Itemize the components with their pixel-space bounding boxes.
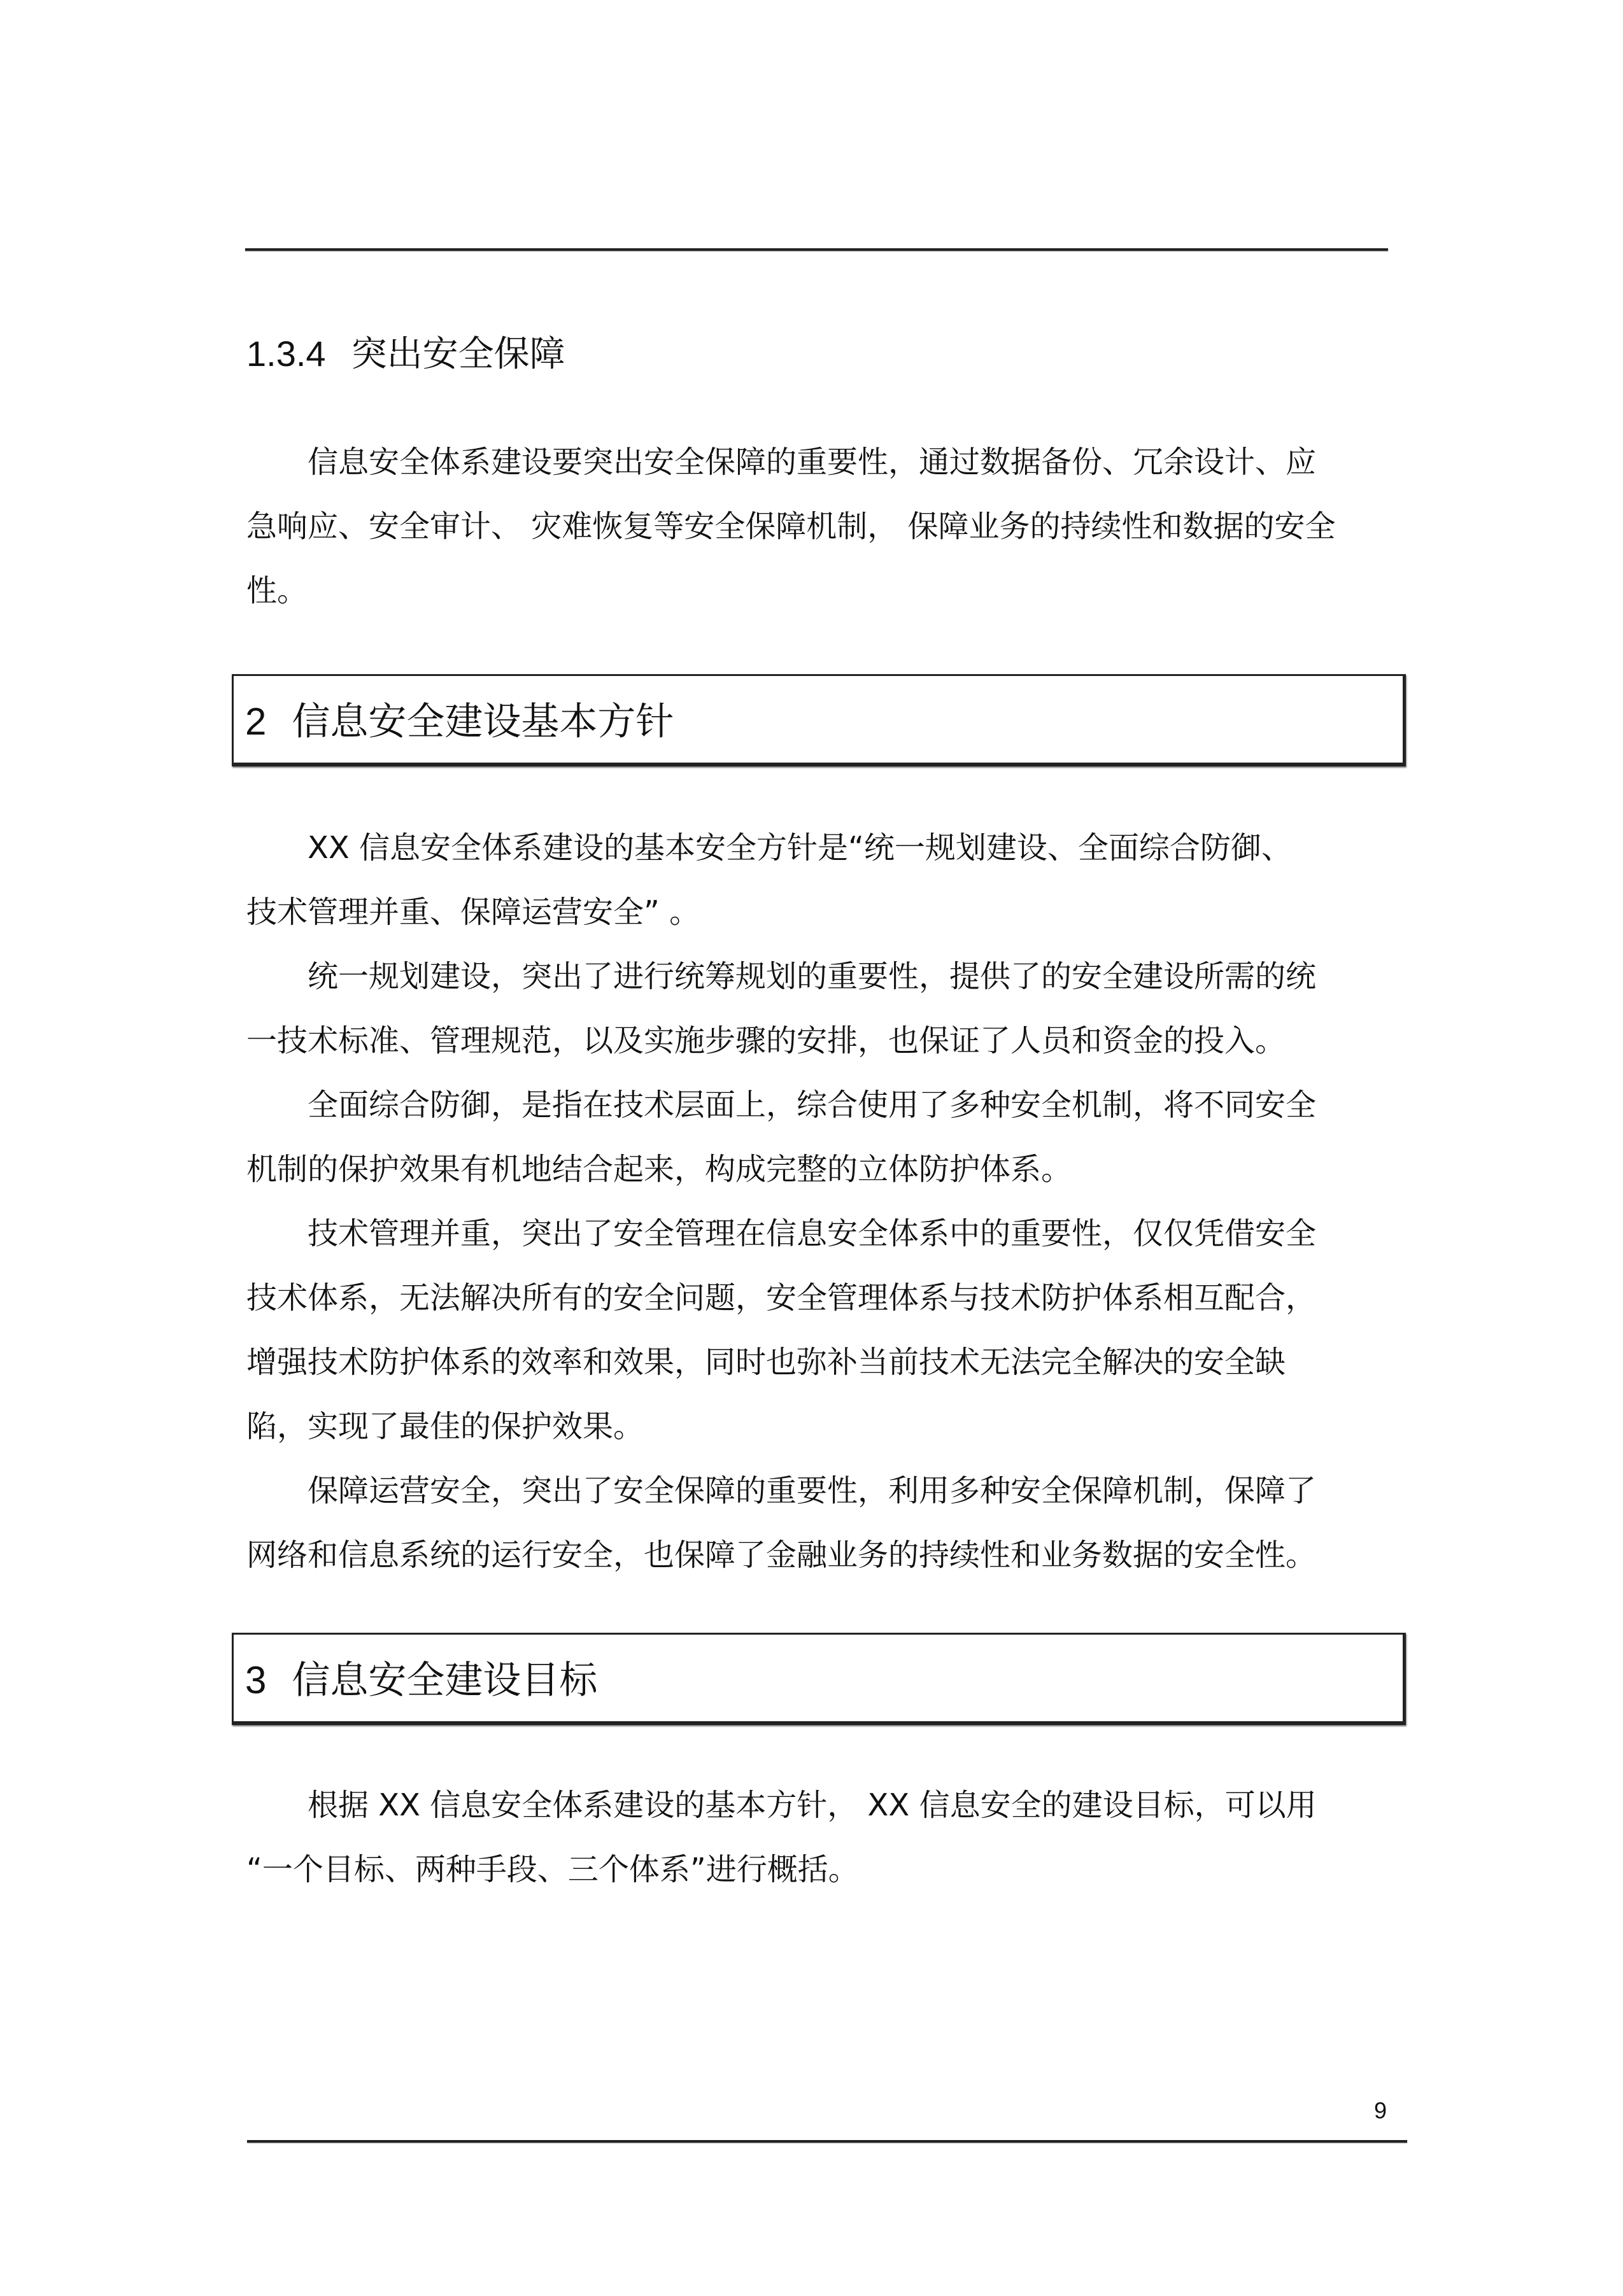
text-line: 根据 XX 信息安全体系建设的基本方针， XX 信息安全的建设目标，可以用 xyxy=(308,1787,1317,1823)
text-line: “一个目标、两种手段、三个体系”进行概括。 xyxy=(246,1852,859,1887)
text-line: 急响应、安全审计、 灾难恢复等安全保障机制， 保障业务的持续性和数据的安全 xyxy=(246,509,1336,544)
section-number: 1.3.4 xyxy=(246,334,326,374)
section-number: 3 xyxy=(245,1659,267,1701)
section-heading-2-box xyxy=(232,674,1406,766)
section-heading-2 xyxy=(245,699,674,745)
section-heading-1-3-4 xyxy=(246,331,565,377)
footer-rule xyxy=(247,2140,1407,2143)
text-line: 技术管理并重，突出了安全管理在信息安全体系中的重要性，仅仅凭借安全 xyxy=(308,1216,1317,1251)
text-line: 一技术标准、管理规范，以及实施步骤的安排，也保证了人员和资金的投入。 xyxy=(246,1023,1286,1059)
page-number: 9 xyxy=(1374,2097,1387,2123)
text-line: 性。 xyxy=(246,573,308,609)
text-line: 全面综合防御，是指在技术层面上，综合使用了多种安全机制，将不同安全 xyxy=(308,1087,1317,1123)
section-heading-3-box xyxy=(232,1633,1406,1725)
section-2-body xyxy=(246,816,1393,1588)
text-line: 网络和信息系统的运行安全，也保障了金融业务的持续性和业务数据的安全性。 xyxy=(246,1537,1317,1573)
text-line: 保障运营安全，突出了安全保障的重要性，利用多种安全保障机制，保障了 xyxy=(308,1473,1317,1509)
section-heading-3 xyxy=(245,1658,597,1703)
header-rule xyxy=(245,248,1388,251)
section-title: 信息安全建设目标 xyxy=(292,1658,598,1703)
section-title: 信息安全建设基本方针 xyxy=(292,700,674,744)
text-line: 增强技术防护体系的效率和效果，同时也弥补当前技术无法完全解决的安全缺 xyxy=(246,1344,1286,1380)
text-line: 信息安全体系建设要突出安全保障的重要性，通过数据备份、冗余设计、应 xyxy=(308,444,1317,480)
section-number: 2 xyxy=(245,700,267,743)
text-line: 技术管理并重、保障运营安全” 。 xyxy=(246,894,700,930)
text-line: 技术体系，无法解决所有的安全问题，安全管理体系与技术防护体系相互配合， xyxy=(246,1280,1317,1316)
text-line: XX 信息安全体系建设的基本安全方针是“统一规划建设、全面综合防御、 xyxy=(308,830,1292,866)
text-line: 陷，实现了最佳的保护效果。 xyxy=(246,1409,644,1444)
text-line: 统一规划建设，突出了进行统筹规划的重要性，提供了的安全建设所需的统 xyxy=(308,959,1317,994)
section-3-body xyxy=(246,1773,1393,1902)
paragraph-1-3-4 xyxy=(246,430,1393,623)
section-title: 突出安全保障 xyxy=(351,334,565,375)
text-line: 机制的保护效果有机地结合起来，构成完整的立体防护体系。 xyxy=(246,1152,1072,1187)
